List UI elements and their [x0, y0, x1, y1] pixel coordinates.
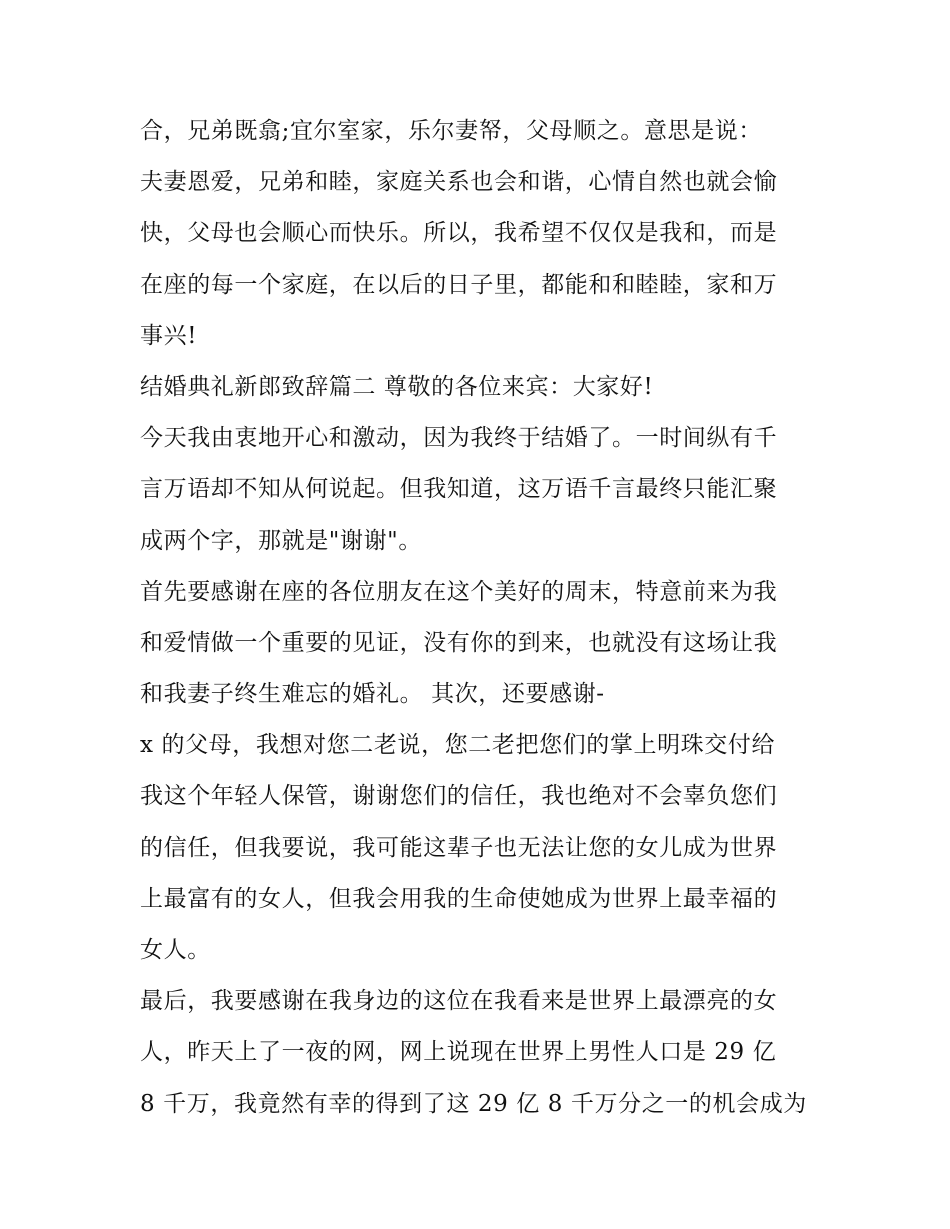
text-line: 事兴! [140, 322, 198, 349]
text-line: 夫妻恩爱，兄弟和睦，家庭关系也会和谐，心情自然也就会愉 [140, 169, 778, 196]
text-line: 最后，我要感谢在我身边的这位在我看来是世界上最漂亮的女 [140, 988, 778, 1015]
text-line: 人，昨天上了一夜的网，网上说现在世界上男性人口是 29 亿 [140, 1039, 777, 1066]
text-line: 合，兄弟既翕;宜尔室家，乐尔妻帑，父母顺之。意思是说： [140, 118, 762, 144]
text-line: 女人。 [140, 937, 211, 963]
text-line: 言万语却不知从何说起。但我知道，这万语千言最终只能汇聚 [140, 476, 778, 503]
text-line: 今天我由衷地开心和激动，因为我终于结婚了。一时间纵有千 [140, 425, 778, 452]
text-line: 成两个字，那就是"谢谢"。 [140, 527, 422, 554]
text-line: 和我妻子终生难忘的婚礼。 其次，还要感谢- [140, 681, 605, 708]
text-line: 和爱情做一个重要的见证，没有你的到来，也就没有这场让我 [140, 629, 778, 656]
text-line: 我这个年轻人保管，谢谢您们的信任，我也绝对不会辜负您们 [140, 783, 778, 810]
document-body [140, 106, 820, 1130]
text-line: 8 千万，我竟然有幸的得到了这 29 亿 8 千万分之一的机会成为 [140, 1090, 807, 1117]
text-line: 上最富有的女人，但我会用我的生命使她成为世界上最幸福的 [140, 885, 778, 912]
text-line: 首先要感谢在座的各位朋友在这个美好的周末，特意前来为我 [140, 578, 778, 605]
text-line: x 的父母，我想对您二老说，您二老把您们的掌上明珠交付给 [140, 732, 776, 759]
section-heading: 结婚典礼新郎致辞篇二 尊敬的各位来宾：大家好! [140, 373, 654, 400]
text-line: 在座的每一个家庭，在以后的日子里，都能和和睦睦，家和万 [140, 271, 778, 298]
text-line: 的信任，但我要说，我可能这辈子也无法让您的女儿成为世界 [140, 834, 778, 861]
text-line: 快，父母也会顺心而快乐。所以，我希望不仅仅是我和，而是 [140, 220, 778, 247]
